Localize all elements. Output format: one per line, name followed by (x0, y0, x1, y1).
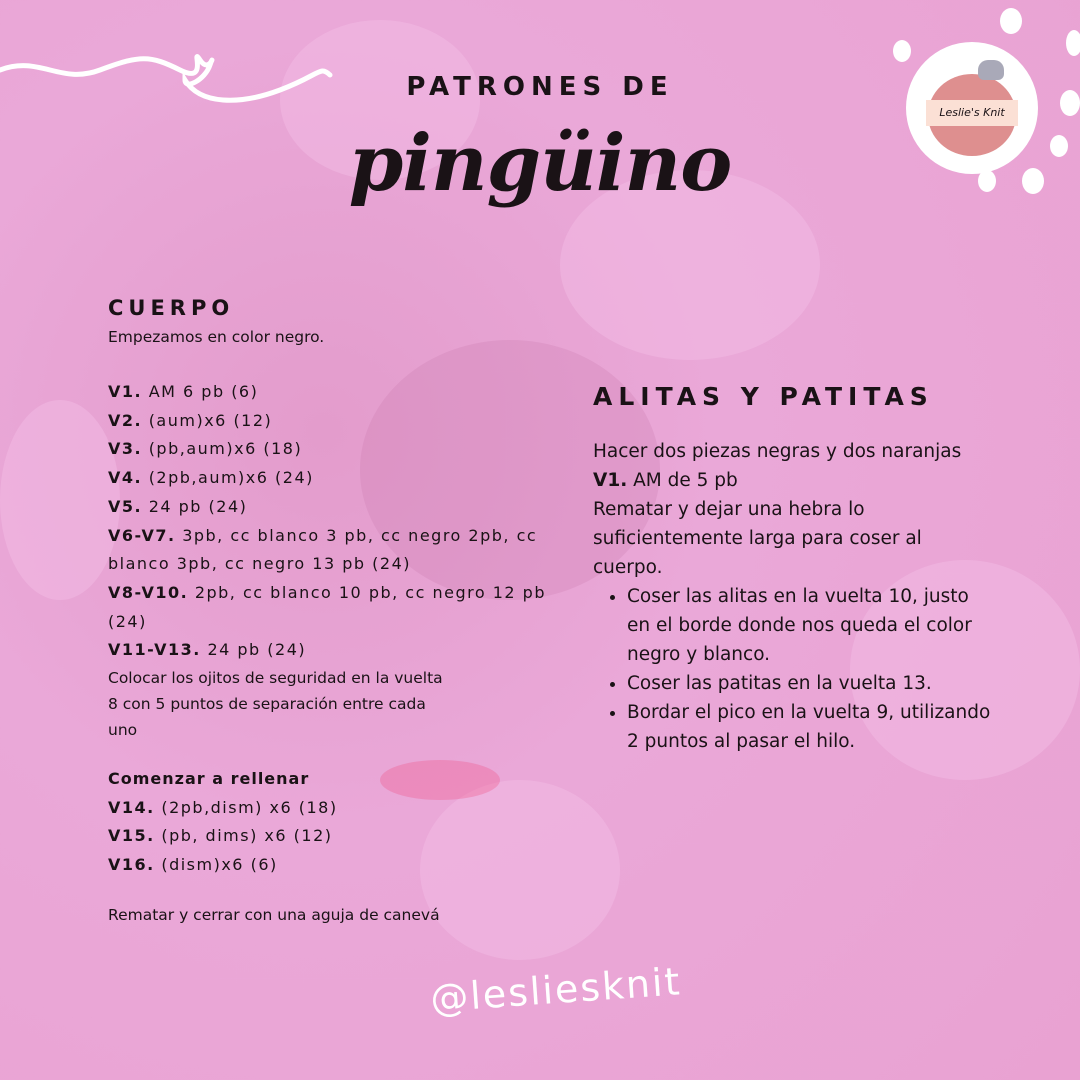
row-label: V2. (108, 410, 143, 430)
instructions: Rematar y dejar una hebra lo suficientemente larga para coser al cuerpo. (593, 499, 922, 578)
pattern-row (108, 522, 578, 579)
row-text: AM 6 pb (6) (148, 382, 259, 401)
row-label: V4. (108, 468, 143, 488)
note: Colocar los ojitos de seguridad en la vuelta 8 con 5 puntos de separación entre cada uno (108, 669, 443, 740)
row-label: V1. (108, 382, 143, 401)
row-label: V15. (108, 826, 155, 846)
row-text: (dism)x6 (6) (161, 855, 278, 875)
pattern-row (108, 794, 578, 823)
cuerpo-section (108, 296, 578, 928)
pattern-row (108, 464, 578, 493)
row-text: (2pb,aum)x6 (24) (148, 468, 314, 488)
social-handle: @lesliesknit (428, 959, 683, 1021)
pattern-row (108, 378, 578, 407)
pattern-row (593, 466, 993, 495)
alitas-section (593, 382, 993, 756)
row-text: AM de 5 pb (633, 470, 738, 491)
list-item: • Bordar el pico en la vuelta 9, utilizando 2 puntos al pasar el hilo. (627, 698, 993, 756)
pattern-row (108, 493, 578, 522)
closing: Rematar y cerrar con una aguja de canevá (108, 905, 440, 924)
row-text: (2pb,dism) x6 (18) (161, 797, 338, 817)
row-text: (pb,aum)x6 (18) (148, 439, 303, 459)
section-title: CUERPO (108, 296, 235, 320)
section-title: ALITAS Y PATITAS (593, 382, 934, 411)
row-text: 2pb, cc blanco 10 pb, cc negro 12 pb (24) (108, 582, 546, 631)
dot (893, 40, 911, 62)
row-label: V3. (108, 439, 143, 459)
page-title: pingüino (348, 118, 732, 209)
row-label: V6-V7. (108, 525, 176, 545)
row-text: 24 pb (24) (148, 496, 248, 516)
dot (1000, 8, 1022, 34)
row-label: V5. (108, 496, 143, 516)
pattern-row (108, 435, 578, 464)
bg-shape (0, 400, 120, 600)
row-text: (pb, dims) x6 (12) (161, 826, 333, 846)
bullet-list (627, 582, 993, 756)
row-label: V1. (593, 470, 628, 491)
row-label: V14. (108, 797, 155, 817)
list-item: • Coser las patitas en la vuelta 13. (627, 669, 993, 698)
page-subtitle: PATRONES DE (406, 72, 674, 102)
pattern-row (108, 579, 578, 636)
pattern-row (108, 636, 578, 665)
row-text: 3pb, cc blanco 3 pb, cc negro 2pb, cc blanco 3pb, cc negro 13 pb (24) (108, 525, 538, 574)
intro: Hacer dos piezas negras y dos naranjas (593, 441, 962, 462)
pattern-row (108, 851, 578, 880)
logo-text: Leslie's Knit (926, 100, 1018, 126)
fill-title: Comenzar a rellenar (108, 769, 310, 789)
row-text: 24 pb (24) (207, 640, 307, 660)
row-label: V11-V13. (108, 640, 201, 660)
pattern-row (108, 822, 578, 851)
row-text: (aum)x6 (12) (148, 410, 273, 430)
row-label: V8-V10. (108, 582, 189, 602)
list-item: • Coser las alitas en la vuelta 10, justo en el borde donde nos queda el color negro y blanco. (627, 582, 993, 669)
dot (1066, 30, 1080, 56)
intro: Empezamos en color negro. (108, 328, 325, 346)
row-label: V16. (108, 855, 155, 875)
pattern-row (108, 407, 578, 436)
